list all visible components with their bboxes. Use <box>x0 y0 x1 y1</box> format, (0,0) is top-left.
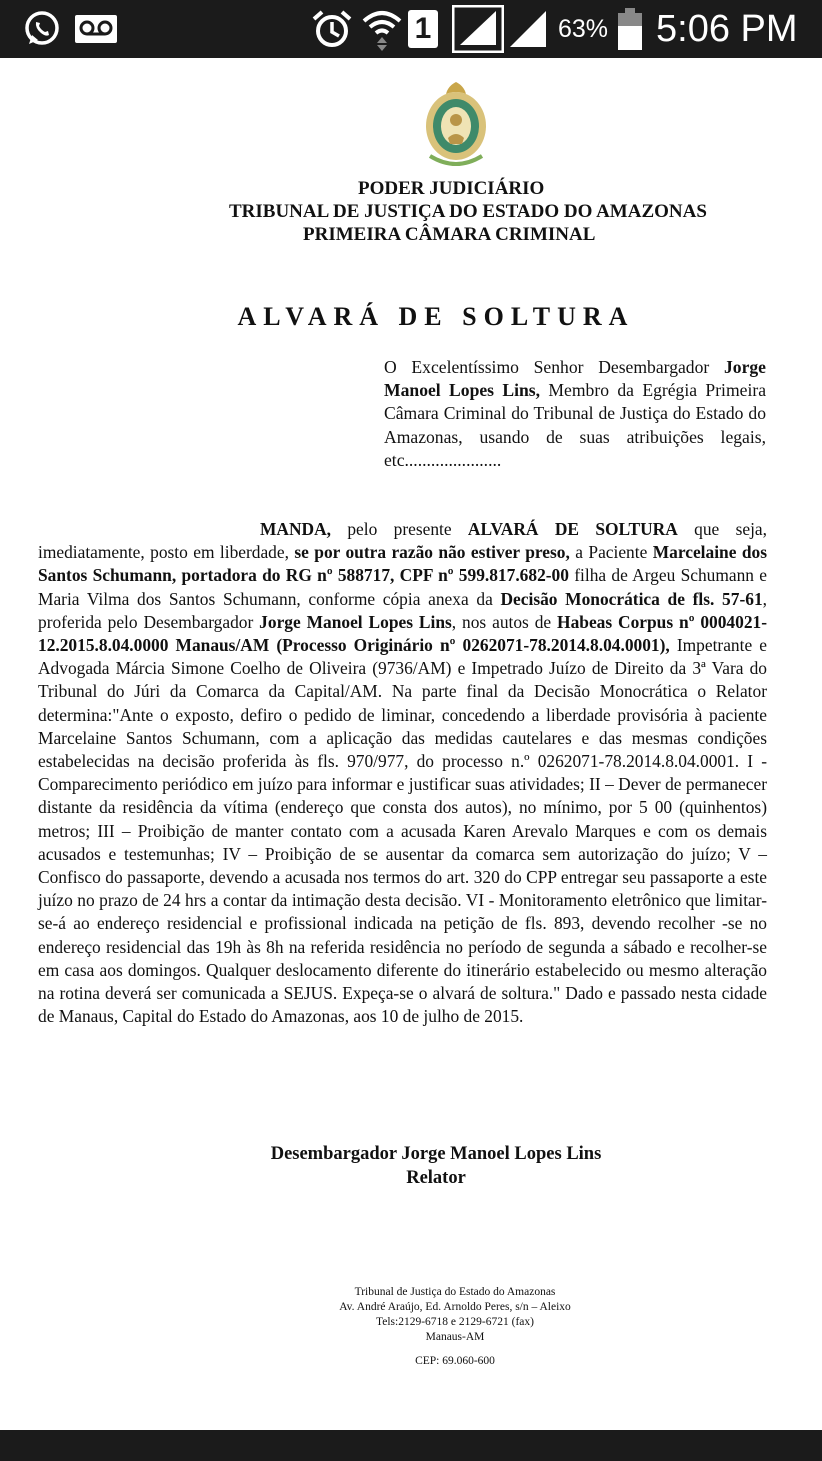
header-line-3: PRIMEIRA CÂMARA CRIMINAL <box>303 224 596 245</box>
intro-paragraph: O Excelentíssimo Senhor Desembargador Jorge Manoel Lopes Lins, Membro da Egrégia Primeira Câmara Criminal do Tribunal de Justiça do Estado do Amazonas, usando de suas atribuições legais, etc...................... <box>384 357 766 470</box>
header-line-2: TRIBUNAL DE JUSTIÇA DO ESTADO DO AMAZONAS <box>229 201 707 222</box>
battery-percentage: 63% <box>558 14 609 43</box>
alarm-icon <box>310 0 354 58</box>
signature-name: Desembargador Jorge Manoel Lopes Lins <box>270 1144 602 1164</box>
signal-icon <box>508 0 548 58</box>
document-page <box>0 58 822 1430</box>
signal-icon <box>452 0 504 58</box>
clock-time: 5:06 PM <box>656 7 798 50</box>
footer-line-4: Manaus-AM <box>425 1331 485 1343</box>
signature-role: Relator <box>406 1168 466 1188</box>
court-emblem-icon <box>420 78 492 170</box>
voicemail-icon <box>74 0 118 58</box>
whatsapp-icon <box>22 0 62 58</box>
footer-line-3: Tels:2129-6718 e 2129-6721 (fax) <box>376 1316 534 1328</box>
footer-line-5: CEP: 69.060-600 <box>415 1355 495 1367</box>
status-bar <box>0 0 822 58</box>
footer-address <box>0 1285 822 1369</box>
wifi-icon <box>362 0 402 58</box>
battery-icon <box>616 0 644 58</box>
footer-line-2: Av. André Araújo, Ed. Arnoldo Peres, s/n – Aleixo <box>339 1301 571 1313</box>
footer-line-1: Tribunal de Justiça do Estado do Amazonas <box>354 1286 556 1298</box>
sim-slot-number: 1 <box>408 10 438 48</box>
document-title: ALVARÁ DE SOLTURA <box>237 302 635 331</box>
navigation-bar <box>0 1430 822 1461</box>
body-paragraph: MANDA, pelo presente ALVARÁ DE SOLTURA que seja, imediatamente, posto em liberdade, se por outra razão não estiver preso, a Paciente Marcelaine dos Santos Schumann, portadora do RG nº 588717, CPF nº 599.817.682-00 filha de Argeu Schumann e Maria Vilma dos Santos Schumann, conforme cópia anexa da Decisão Monocrática de fls. 57-61, proferida pelo Desembargador Jorge Manoel Lopes Lins, nos autos de Habeas Corpus nº 0004021-12.2015.8.04.0000 Manaus/AM (Processo Originário nº 0262071-78.2014.8.04.0001), Impetrante e Advogada Márcia Simone Coelho de Oliveira (9736/AM) e Impetrado Juízo de Direito da 3ª Vara do Tribunal do Júri da Comarca da Capital/AM. Na parte final da Decisão Monocrática o Relator determina:"Ante o exposto, defiro o pedido de liminar, concedendo a liberdade provisória à paciente Marcelaine Santos Schumann, com a aplicação das medidas cautelares e das mesmas condições estabelecidas na decisão proferida às fls. 970/977, do processo n.º 0262071-78.2014.8.04.0001. I - Comparecimento periódico em juízo para informar e justificar suas atividades; II – Dever de permanecer distante da residência da vítima (endereço que consta dos autos), no mínimo, por 5 00 (quinhentos) metros; III – Proibição de manter contato com a acusada Karen Arevalo Marques e com os demais acusados e testemunhas; IV – Proibição de se ausentar da comarca sem autorização do juízo; V – Confisco do passaporte, devendo a acusada nos termos do art. 320 do CPP entregar seu passaporte a este juízo no prazo de 24 hrs a contar da intimação desta decisão. VI - Monitoramento eletrônico que limitar-se-á ao endereço residencial e profissional indicada na petição de fls. 893, devendo recolher -se no endereço residencial das 19h às 8h na referida residência no período de segunda a sábado e recolher-se em casa aos domingos. Qualquer deslocamento diferente do itinerário estabelecido ou mesmo alteração na rotina deverá ser comunicada a SEJUS. Expeça-se o alvará de soltura." Dado e passado nesta cidade de Manaus, Capital do Estado do Amazonas, aos 10 de julho de 2015. <box>38 519 768 1027</box>
sim-slot-icon <box>408 0 438 58</box>
header-line-1: PODER JUDICIÁRIO <box>358 178 545 199</box>
